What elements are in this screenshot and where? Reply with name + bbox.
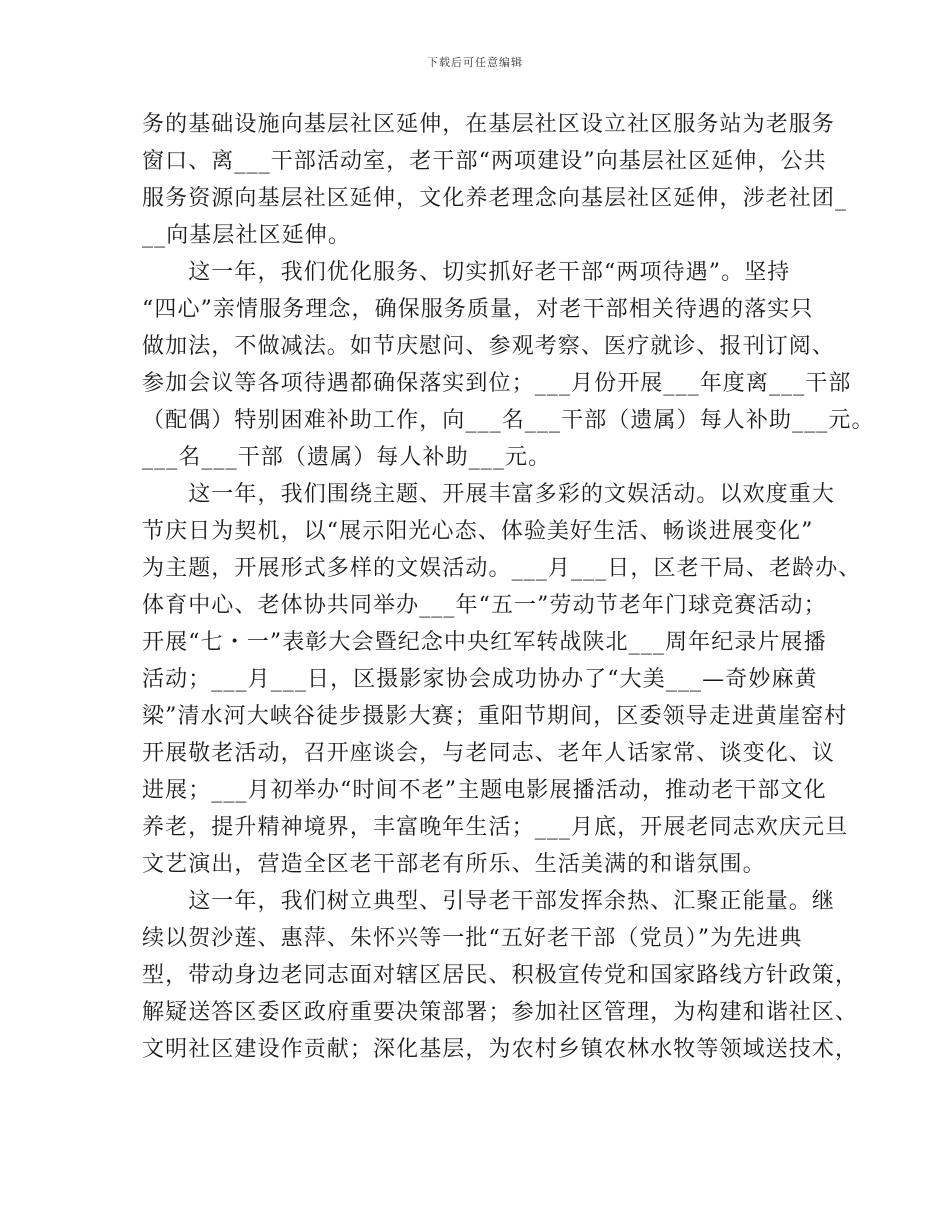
text-line: 开展“七・一”表彰大会暨纪念中央红军转战陕北___周年纪录片展播 <box>142 630 827 655</box>
text-line: 文艺演出，营造全区老干部老有所乐、生活美满的和谐氛围。 <box>142 852 766 877</box>
text-line: 窗口、离___干部活动室，老干部“两项建设”向基层社区延伸，公共 <box>142 149 827 174</box>
text-line: 文明社区建设作贡献；深化基层，为农村乡镇农林水牧等领域送技术， <box>142 1037 859 1062</box>
text-line: 解疑送答区委区政府重要决策部署；参加社区管理，为构建和谐社区、 <box>142 1000 859 1025</box>
text-line: 养老，提升精神境界，丰富晚年生活；___月底，开展老同志欢庆元旦 <box>142 815 849 840</box>
text-line: 体育中心、老体协共同举办___年“五一”劳动节老年门球竞赛活动； <box>142 593 827 618</box>
text-line: 续以贺沙莲、惠萍、朱怀兴等一批“五好老干部（党员）”为先进典 <box>142 926 803 951</box>
text-line: （配偶）特别困难补助工作，向___名___干部（遗属）每人补助___元。 <box>142 408 875 433</box>
text-line: “四心”亲情服务理念，确保服务质量，对老干部相关待遇的落实只 <box>142 297 814 322</box>
text-line: 为主题，开展形式多样的文娱活动。___月___日，区老干局、老龄办、 <box>142 556 862 581</box>
text-line: 这一年，我们优化服务、切实抓好老干部“两项待遇”。坚持 <box>142 260 791 285</box>
text-line: 型，带动身边老同志面对辖区居民、积极宣传党和国家路线方针政策， <box>142 963 859 988</box>
text-line: 梁”清水河大峡谷徒步摄影大赛；重阳节期间，区委领导走进黄崖窑村 <box>142 704 848 729</box>
text-line: 这一年，我们围绕主题、开展丰富多彩的文娱活动。以欢度重大 <box>142 482 836 507</box>
text-line: 这一年，我们树立典型、引导老干部发挥余热、汇聚正能量。继 <box>142 889 836 914</box>
text-line: 服务资源向基层社区延伸，文化养老理念向基层社区延伸，涉老社团_ <box>142 186 848 211</box>
text-line: 做加法，不做减法。如节庆慰问、参观考察、医疗就诊、报刊订阅、 <box>142 334 836 359</box>
text-line: 节庆日为契机，以“展示阳光心态、体验美好生活、畅谈进展变化” <box>142 519 814 544</box>
text-line: 参加会议等各项待遇都确保落实到位；___月份开展___年度离___干部 <box>142 371 852 396</box>
text-line: 开展敬老活动，召开座谈会，与老同志、老年人话家常、谈变化、议 <box>142 741 836 766</box>
text-line: 务的基础设施向基层社区延伸，在基层社区设立社区服务站为老服务 <box>142 112 836 137</box>
page-header: 下载后可任意编辑 <box>427 56 523 69</box>
text-line: 进展；___月初举办“时间不老”主题电影展播活动，推动老干部文化 <box>142 778 827 803</box>
text-line: 活动；___月___日，区摄影家协会成功协办了“大美___—奇妙麻黄 <box>142 667 818 692</box>
text-line: ___名___干部（遗属）每人补助___元。 <box>142 445 552 470</box>
text-line: __向基层社区延伸。 <box>142 223 352 248</box>
